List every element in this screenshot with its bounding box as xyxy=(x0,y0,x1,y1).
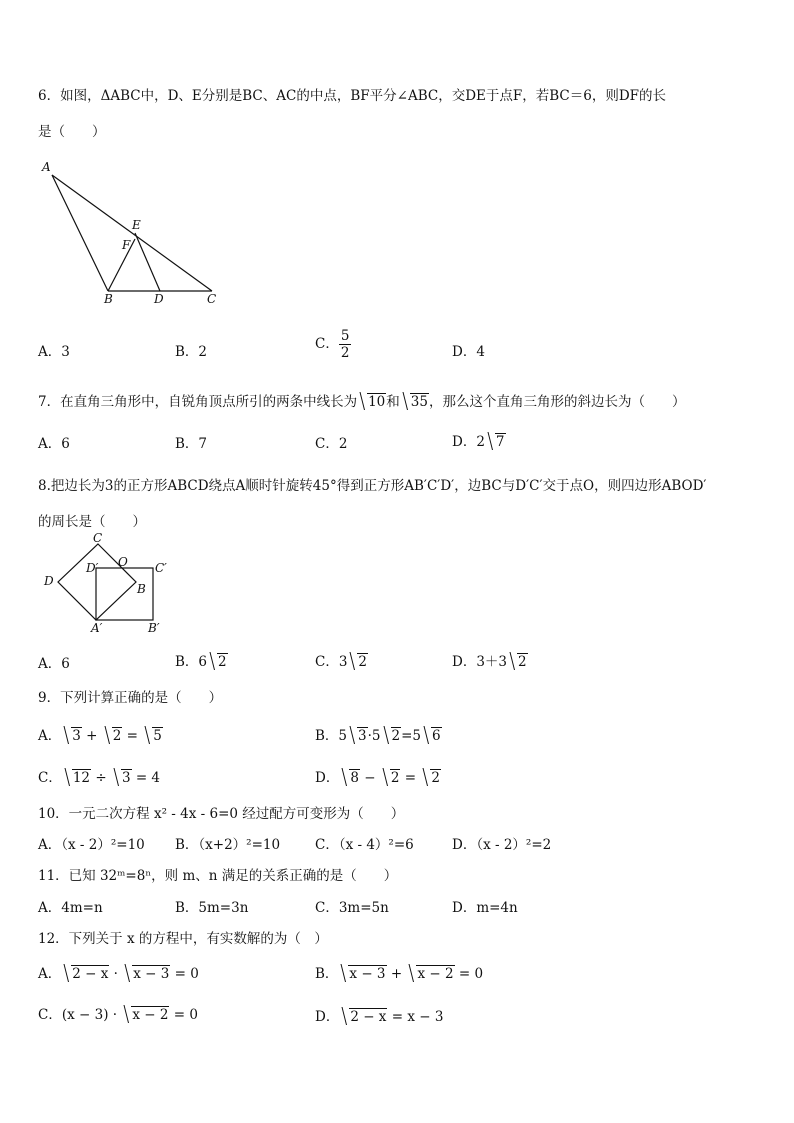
q11-option-c: C．3m=5n xyxy=(315,900,389,916)
q7-option-d: D．2 7 xyxy=(452,434,505,450)
q12-option-c: C．(x − 3) · x − 2 = 0 xyxy=(38,1007,198,1023)
q6-option-c xyxy=(315,328,351,361)
q11-stem: 11．已知 32ᵐ=8ⁿ，则 m、n 满足的关系正确的是（ ） xyxy=(38,868,398,884)
q6-triangle-figure xyxy=(38,155,228,310)
q6-label-E: E xyxy=(132,218,141,232)
q9-option-a: A． 3 + 2 = 5 xyxy=(38,728,162,744)
q9-option-d: D． 8 − 2 = 2 xyxy=(315,770,440,786)
q12-option-b: B． x − 3 + x − 2 = 0 xyxy=(315,966,484,982)
q12-option-d: D． 2 − x = x − 3 xyxy=(315,1009,444,1025)
q9-stem: 9．下列计算正确的是（ ） xyxy=(38,690,223,706)
q6-option-d: D．4 xyxy=(452,344,485,360)
q10-option-a: A．（x - 2）²=10 xyxy=(38,837,145,853)
q8-option-d: D．3＋3 2 xyxy=(452,654,527,670)
q8-option-a: A．6 xyxy=(38,656,70,672)
q8-stem-line1: 8.把边长为3的正方形ABCD绕点A顺时针旋转45°得到正方形AB′C′D′，边BC与D′C′交于点O，则四边形ABOD′ xyxy=(38,478,707,494)
q10-option-c: C．（x - 4）²=6 xyxy=(315,837,414,853)
q6-option-c-fraction: $\frac{5}{2}$ xyxy=(340,328,350,361)
q10-stem: 10．一元二次方程 x² - 4x - 6=0 经过配方可变形为（ ） xyxy=(38,806,405,822)
q6-label-F: F xyxy=(122,238,131,252)
q7-sqrt-35: 35 xyxy=(401,394,429,410)
q8-label-C: C xyxy=(93,532,103,545)
q8-option-c: C．3 2 xyxy=(315,654,368,670)
q12-stem: 12．下列关于 x 的方程中，有实数解的为（ ） xyxy=(38,931,328,947)
q11-option-b: B．5m=3n xyxy=(175,900,249,916)
q9-option-c: C． 12 ÷ 3 = 4 xyxy=(38,770,161,786)
q8-square-figure xyxy=(38,532,178,634)
q7-option-b: B．7 xyxy=(175,436,208,452)
q8-option-b: B．6 2 xyxy=(175,654,227,670)
q6-label-B: B xyxy=(104,292,113,306)
q7-option-a: A．6 xyxy=(38,436,70,452)
q10-option-b: B．（x+2）²=10 xyxy=(175,837,281,853)
q6-label-A: A xyxy=(42,160,51,174)
q9-option-b: B．5 3·5 2=5 6 xyxy=(315,728,441,744)
q8-label-D1: D′ xyxy=(86,561,99,575)
q8-label-A1: A′ xyxy=(91,621,103,634)
q6-label-D: D xyxy=(154,292,164,306)
q6-option-c-label: C． xyxy=(315,336,339,352)
q6-label-C: C xyxy=(207,292,217,306)
q8-label-B: B xyxy=(137,582,146,596)
q7-sqrt-10: 10 xyxy=(358,394,386,410)
q7-stem: 7．在直角三角形中，自锐角顶点所引的两条中线长为 10和 35，那么这个直角三角形的斜边长为（ ） xyxy=(38,394,686,410)
q6-option-a: A．3 xyxy=(38,344,70,360)
q6-stem-line2: 是（ ） xyxy=(38,124,106,140)
q8-stem-line2: 的周长是（ ） xyxy=(38,514,146,530)
q6-stem-line1: 6．如图，ΔABC中，D、E分别是BC、AC的中点，BF平分∠ABC，交DE于点F，若BC＝6，则DF的长 xyxy=(38,88,667,104)
q11-option-a: A．4m=n xyxy=(38,900,103,916)
q6-option-b: B．2 xyxy=(175,344,208,360)
q8-label-D: D xyxy=(44,574,54,588)
q10-option-d: D．（x - 2）²=2 xyxy=(452,837,552,853)
q11-option-d: D．m=4n xyxy=(452,900,518,916)
q7-option-c: C．2 xyxy=(315,436,348,452)
q8-label-C1: C′ xyxy=(155,561,167,575)
q8-label-O: O xyxy=(118,555,128,569)
q12-option-a: A． 2 − x · x − 3 = 0 xyxy=(38,966,199,982)
q8-label-B1: B′ xyxy=(148,621,160,634)
